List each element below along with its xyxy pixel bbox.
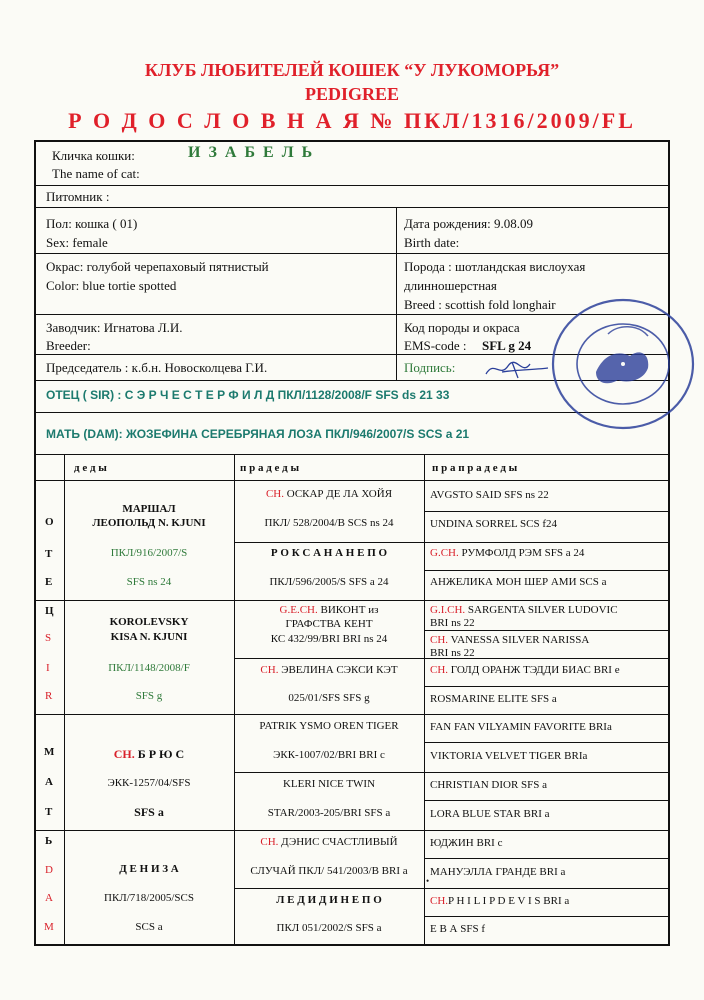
ems-label-en: EMS-code : [404,338,467,353]
ems-label: Код породы и окраса [404,320,520,335]
side-dam-ru-1: А [45,776,53,788]
side-dam-en-1: A [45,892,53,904]
side-dam-ru-2: Т [45,806,53,818]
gen2-2-line1b: ГРАФСТВА КЕНТ [285,618,373,630]
gen3-12: ЮДЖИН BRI c [430,837,503,849]
gen2-7-line1: Л Е Д И Д И Н Е П О [276,894,382,906]
side-dam-en-2: M [44,921,54,933]
gen3-2 [430,546,584,561]
gen2-1-line2: ПКЛ/596/2005/S SFS a 24 [269,576,389,588]
gen2-0-name: ОСКАР ДЕ ЛА ХОЙЯ [286,488,393,500]
gen3-14-text: P H I L I P D E V I S BRI a [448,895,570,907]
side-sire-en-1: I [46,662,50,674]
gen2-0-title: СН. [265,488,284,500]
gen2-2-name: ВИКОНТ из [320,604,379,616]
cat-name-value: И З А Б Е Л Ь [188,144,315,161]
gen3-9: VIKTORIA VELVET TIGER BRIa [430,750,588,762]
gen2-7-line2: ПКЛ 051/2002/S SFS a [276,922,382,934]
column-gen1: д е д ы [74,462,107,474]
gen2-6-title: СН. [260,836,279,848]
gen3-1: UNDINA SORREL SCS f24 [430,518,558,530]
gen2-6-line1 [234,835,424,850]
gen2-6-name: ДЭНИС СЧАСТЛИВЫЙ [281,836,398,848]
sex-label: Пол: кошка ( 01) [46,216,138,231]
gen3-6 [430,663,620,678]
side-sire-en-0: S [45,632,52,644]
gen2-0-line1 [234,487,424,502]
breed-label: Порода : шотландская вислоухая [404,259,586,274]
sex-label-en: Sex: female [46,235,108,250]
gen3-0: AVGSTO SAID SFS ns 22 [430,489,549,501]
column-gen3: п р а п р а д е д ы [432,462,518,474]
gen2-3-line2: 025/01/SFS SFS g [288,692,370,704]
gen1-1-reg: ПКЛ/1148/2008/F [108,662,190,674]
ems-value: SFL g 24 [482,338,532,353]
gen1-2-name [64,747,234,762]
breed-label-2: длинношерстная [404,278,497,293]
gen1-1-ems: SFS g [135,690,163,702]
dot-mark: • [426,876,430,886]
gen1-1-name2: KISA N. KJUNI [110,631,188,643]
gen2-0-line2: ПКЛ/ 528/2004/В SCS ns 24 [264,517,394,529]
gen1-3-name1: Д Е Н И З А [119,863,179,875]
side-sire-en-2: R [45,690,53,702]
gen2-3-name: ЭВЕЛИНА СЭКСИ КЭТ [281,664,398,676]
gen3-4-line2: BRI ns 22 [430,617,475,629]
gen3-2-title: G.CH. [430,547,459,559]
dam-line: МАТЬ (DAM): ЖОЗЕФИНА СЕРЕБРЯНАЯ ЛОЗА ПКЛ/946/2007/S SCS a 21 [46,427,470,441]
gen2-6-line2: СЛУЧАЙ ПКЛ/ 541/2003/В BRI a [250,865,408,877]
gen2-4-line2: ЭКК-1007/02/BRI BRI c [273,749,385,761]
side-sire-ru-2: Е [45,576,53,588]
color-label-en: Color: blue tortie spotted [46,278,177,293]
gen1-0-ems: SFS ns 24 [126,576,172,588]
gen3-4-title: G.I.CH. [430,604,466,616]
side-sire-ru-0: О [45,516,54,528]
cat-name-label-en: The name of cat: [52,166,140,181]
gen3-7: ROSMARINE ELITE SFS a [430,693,557,705]
gen3-5-line2: BRI ns 22 [430,647,475,659]
gen2-3-title: СН. [260,664,279,676]
gen1-2-ems: SFS a [134,805,164,819]
sire-line: ОТЕЦ ( SIR) : С Э Р Ч Е С Т Е Р Ф И Л Д ПКЛ/1128/2008/F SFS ds 21 33 [46,388,450,402]
side-dam-en-0: D [45,864,53,876]
gen3-6-text: ГОЛД ОРАНЖ ТЭДДИ БИАС BRI e [450,664,620,676]
side-dam-ru-0: М [44,746,55,758]
color-label: Окрас: голубой черепаховый пятнистый [46,259,269,274]
pedigree-title: PEDIGREE [304,84,400,104]
gen2-5-line2: STAR/2003-205/BRI SFS a [267,807,391,819]
club-stamp [548,294,698,434]
gen3-15: Е В А SFS f [430,923,486,935]
chairman: Председатель : к.б.н. Новосколцева Г.И. [46,360,268,375]
gen3-14 [430,894,569,909]
gen1-3-reg: ПКЛ/718/2005/SCS [104,892,194,904]
gen3-6-title: CH. [430,664,449,676]
column-gen2: п р а д е д ы [240,462,300,474]
gen1-0-reg: ПКЛ/916/2007/S [110,547,188,559]
gen3-5-text: VANESSA SILVER NARISSA [450,634,590,646]
gen3-2-text: РУМФОЛД РЭМ SFS a 24 [461,547,585,559]
gen1-2-name1: Б Р Ю С [137,747,185,761]
signature [482,358,552,380]
gen3-10: CHRISTIAN DIOR SFS a [430,779,548,791]
document-title: Р О Д О С Л О В Н А Я № ПКЛ/1316/2009/FL [68,108,636,133]
cat-name-label: Кличка кошки: [52,148,135,163]
birth-date-label-en: Birth date: [404,235,460,250]
gen2-4-line1: PATRIK YSMO OREN TIGER [259,720,399,732]
breeder-label: Заводчик: Игнатова Л.И. [46,320,183,335]
gen3-14-title: CH. [430,895,449,907]
breed-label-en: Breed : scottish fold longhair [404,297,556,312]
gen2-3-line1 [234,663,424,678]
gen2-2-line2: КС 432/99/BRI BRI ns 24 [270,633,388,645]
gen3-3: АНЖЕЛИКА МОН ШЕР АМИ SCS a [430,576,607,588]
gen2-1-line1: Р О К С А Н А Н Е П О [270,547,388,559]
gen1-0-name1: МАРШАЛ [122,503,176,515]
cattery-label: Питомник : [46,189,110,204]
gen2-5-line1: KLERI NICE TWIN [282,778,376,790]
birth-date-label: Дата рождения: 9.08.09 [404,216,533,231]
gen3-11: LORA BLUE STAR BRI a [430,808,550,820]
gen2-2-title: G.E.CH. [279,604,318,616]
gen1-2-title: СН. [113,747,135,761]
gen3-8: FAN FAN VILYAMIN FAVORITE BRIa [430,721,612,733]
side-sire-ru-1: Т [45,548,53,560]
gen2-2-line1 [234,603,424,618]
gen1-1-name1: KOROLEVSKY [109,616,189,628]
gen3-5-title: CH. [430,634,449,646]
gen1-2-reg: ЭКК-1257/04/SFS [107,777,191,789]
gen3-13: МАНУЭЛЛА ГРАНДЕ BRI a [430,866,566,878]
club-title: КЛУБ ЛЮБИТЕЛЕЙ КОШЕК “У ЛУКОМОРЬЯ” [144,60,560,80]
gen1-3-ems: SCS a [135,921,163,933]
side-dam-ru-3: Ь [45,835,53,847]
breeder-label-en: Breeder: [46,338,91,353]
side-sire-ru-3: Ц [45,605,54,617]
gen3-4-text: SARGENTA SILVER LUDOVIC [467,604,618,616]
gen1-0-name2: ЛЕОПОЛЬД N. KJUNI [92,517,206,529]
signature-label: Подпись: [404,360,456,375]
